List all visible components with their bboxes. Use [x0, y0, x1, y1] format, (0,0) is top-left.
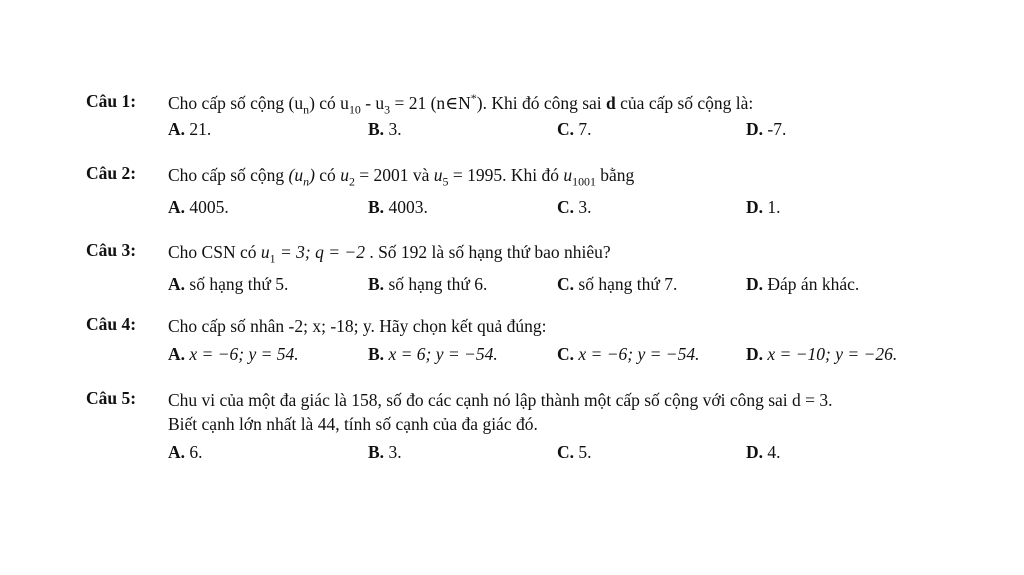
option-b[interactable] [368, 195, 428, 219]
q3-part: Cho CSN có [168, 242, 261, 262]
option-letter: D. [746, 119, 764, 139]
option-b[interactable] [368, 272, 487, 296]
option-text: x = −6; y = −54. [578, 344, 700, 364]
question-3-options [168, 272, 968, 296]
question-3-label: Câu 3: [86, 240, 137, 260]
option-b[interactable] [368, 342, 498, 366]
q2-part: và [408, 165, 434, 185]
option-letter: B. [368, 197, 385, 217]
option-a[interactable] [168, 195, 229, 219]
question-5-label: Câu 5: [86, 388, 137, 408]
q3-math: = 3; q = −2 [275, 242, 365, 262]
q3-sub: 1 [269, 251, 276, 266]
option-letter: C. [557, 344, 575, 364]
option-b[interactable] [368, 440, 402, 464]
option-text: 21. [189, 119, 212, 139]
option-c[interactable] [557, 195, 592, 219]
q1-part: = 21 (n [390, 93, 446, 113]
question-2-label: Câu 2: [86, 163, 137, 183]
option-text: Đáp án khác. [767, 274, 860, 294]
question-4-text: Cho cấp số nhân -2; x; -18; y. Hãy chọn kết quả đúng: [168, 316, 547, 336]
q2-sub: 2 [348, 174, 355, 189]
option-text: 4003. [388, 197, 428, 217]
option-c[interactable] [557, 272, 677, 296]
option-letter: C. [557, 119, 575, 139]
q1-bold-d: d [606, 93, 616, 113]
question-5-text [168, 388, 833, 436]
option-a[interactable] [168, 117, 211, 141]
q2-math: ) [309, 165, 315, 185]
option-text: số hạng thứ 7. [578, 274, 678, 294]
q2-sub: 1001 [572, 174, 596, 189]
q2-part: . Khi đó [502, 165, 564, 185]
option-letter: B. [368, 344, 385, 364]
option-d[interactable] [746, 272, 859, 296]
question-2-options [168, 195, 968, 219]
q1-part: Cho cấp số cộng (u [168, 93, 304, 113]
question-5-line-1: Chu vi của một đa giác là 158, số đo các cạnh nó lập thành một cấp số cộng với công sai d = 3. [168, 390, 833, 410]
option-text: 3. [578, 197, 592, 217]
option-letter: D. [746, 442, 764, 462]
q1-part: N [458, 93, 471, 113]
q3-math: u [260, 242, 270, 262]
option-text: x = 6; y = −54. [388, 344, 498, 364]
option-text: 4005. [189, 197, 229, 217]
question-5-options [168, 440, 968, 464]
option-text: số hạng thứ 6. [388, 274, 488, 294]
option-letter: C. [557, 274, 575, 294]
option-letter: C. [557, 197, 575, 217]
option-letter: D. [746, 344, 764, 364]
q2-math: = 2001 [354, 165, 409, 185]
q2-part: bằng [595, 165, 635, 185]
q3-part: . Số 192 là số hạng thứ bao nhiêu? [364, 242, 611, 262]
q2-math: u [563, 165, 573, 185]
q2-part: có [314, 165, 341, 185]
q2-math: u [433, 165, 443, 185]
option-a[interactable] [168, 440, 203, 464]
option-text: 6. [189, 442, 203, 462]
element-of-symbol: ∈ [445, 93, 459, 113]
q1-part: ) có u [309, 93, 349, 113]
question-1-text [168, 91, 753, 115]
option-d[interactable] [746, 195, 781, 219]
option-text: 1. [767, 197, 781, 217]
question-2-text [168, 163, 634, 187]
question-4-options [168, 342, 968, 366]
option-letter: C. [557, 442, 575, 462]
option-letter: A. [168, 197, 186, 217]
question-1-label: Câu 1: [86, 91, 137, 111]
option-letter: A. [168, 442, 186, 462]
option-c[interactable] [557, 117, 592, 141]
option-text: 5. [578, 442, 592, 462]
option-d[interactable] [746, 117, 786, 141]
option-text: 4. [767, 442, 781, 462]
q1-sub: 10 [348, 102, 361, 117]
option-letter: B. [368, 274, 385, 294]
q2-sub: 5 [442, 174, 449, 189]
question-3-text [168, 240, 611, 264]
q1-sub: n [303, 102, 310, 117]
option-letter: A. [168, 274, 186, 294]
q2-math: (u [288, 165, 304, 185]
option-text: 7. [578, 119, 592, 139]
q1-sup: * [470, 91, 477, 106]
option-text: 3. [388, 442, 402, 462]
option-d[interactable] [746, 440, 781, 464]
question-1-options [168, 117, 968, 141]
q1-part: - u [360, 93, 385, 113]
question-5-line-2: Biết cạnh lớn nhất là 44, tính số cạnh của đa giác đó. [168, 414, 538, 434]
option-a[interactable] [168, 272, 288, 296]
option-text: 3. [388, 119, 402, 139]
option-letter: A. [168, 344, 186, 364]
option-c[interactable] [557, 342, 700, 366]
option-text: x = −10; y = −26. [767, 344, 898, 364]
option-letter: B. [368, 119, 385, 139]
option-letter: A. [168, 119, 186, 139]
q1-part: của cấp số cộng là: [615, 93, 754, 113]
option-letter: B. [368, 442, 385, 462]
option-a[interactable] [168, 342, 299, 366]
q1-sub: 3 [384, 102, 391, 117]
q2-math: u [340, 165, 349, 185]
option-letter: D. [746, 274, 764, 294]
option-text: -7. [767, 119, 787, 139]
question-4-label: Câu 4: [86, 314, 137, 334]
option-text: số hạng thứ 5. [189, 274, 289, 294]
q1-part: ). Khi đó công sai [476, 93, 607, 113]
q2-math: = 1995 [448, 165, 503, 185]
option-d[interactable] [746, 342, 897, 366]
option-c[interactable] [557, 440, 592, 464]
option-letter: D. [746, 197, 764, 217]
option-b[interactable] [368, 117, 402, 141]
option-text: x = −6; y = 54. [189, 344, 299, 364]
q2-part: Cho cấp số cộng [168, 165, 289, 185]
q2-sub: n [303, 174, 310, 189]
